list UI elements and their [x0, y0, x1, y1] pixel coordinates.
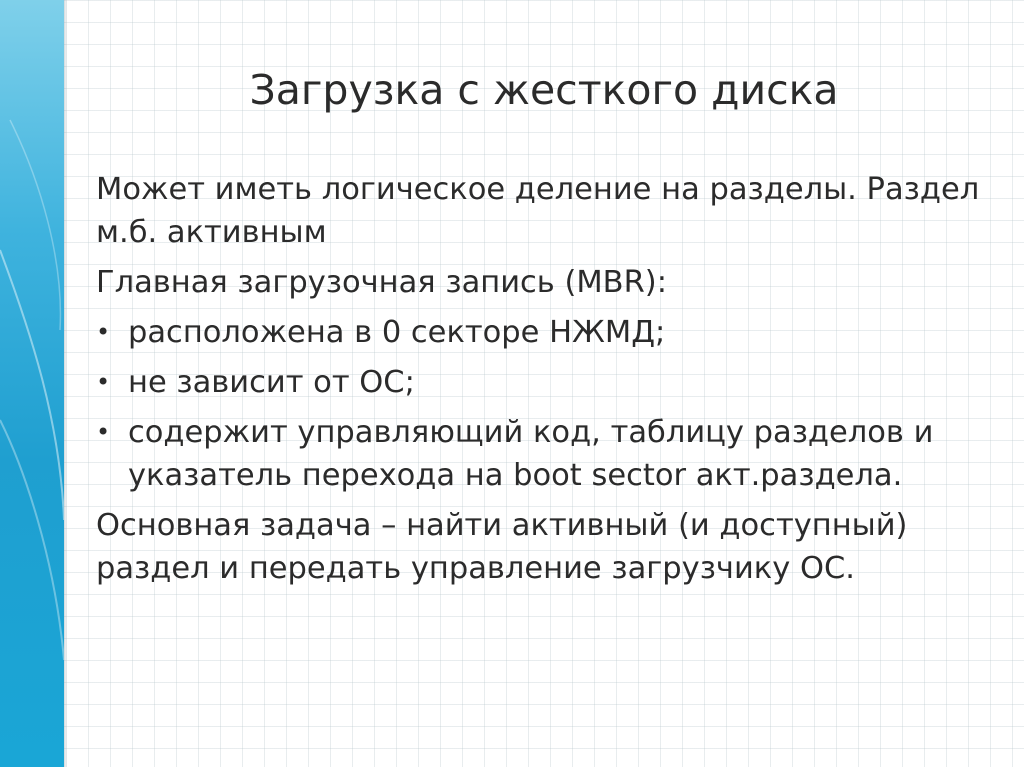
bullet-item	[96, 361, 996, 404]
bullet-text: содержит управляющий код, таблицу разделов и указатель перехода на boot sector акт.раздела.	[128, 415, 934, 493]
bullet-symbol: •	[96, 318, 111, 346]
slide-title: Загрузка с жесткого диска	[249, 66, 839, 114]
paragraph-mbr-heading: Главная загрузочная запись (MBR):	[96, 265, 667, 300]
slide-body	[96, 168, 996, 597]
band-shadow-edge	[64, 0, 67, 767]
bullet-symbol: •	[96, 368, 111, 396]
paragraph-main-task: Основная задача – найти активный (и доступный) раздел и передать управление загрузчику ОС.	[96, 508, 908, 586]
bullet-item	[96, 311, 996, 354]
band-swirl-graphic	[0, 0, 64, 767]
bullet-item	[96, 411, 996, 497]
bullet-symbol: •	[96, 418, 111, 446]
bullet-text: не зависит от ОС;	[128, 365, 415, 400]
paragraph-partitioning: Может иметь логическое деление на разделы. Раздел м.б. активным	[96, 172, 980, 250]
bullet-text: расположена в 0 секторе НЖМД;	[128, 315, 666, 350]
decorative-side-band	[0, 0, 64, 767]
